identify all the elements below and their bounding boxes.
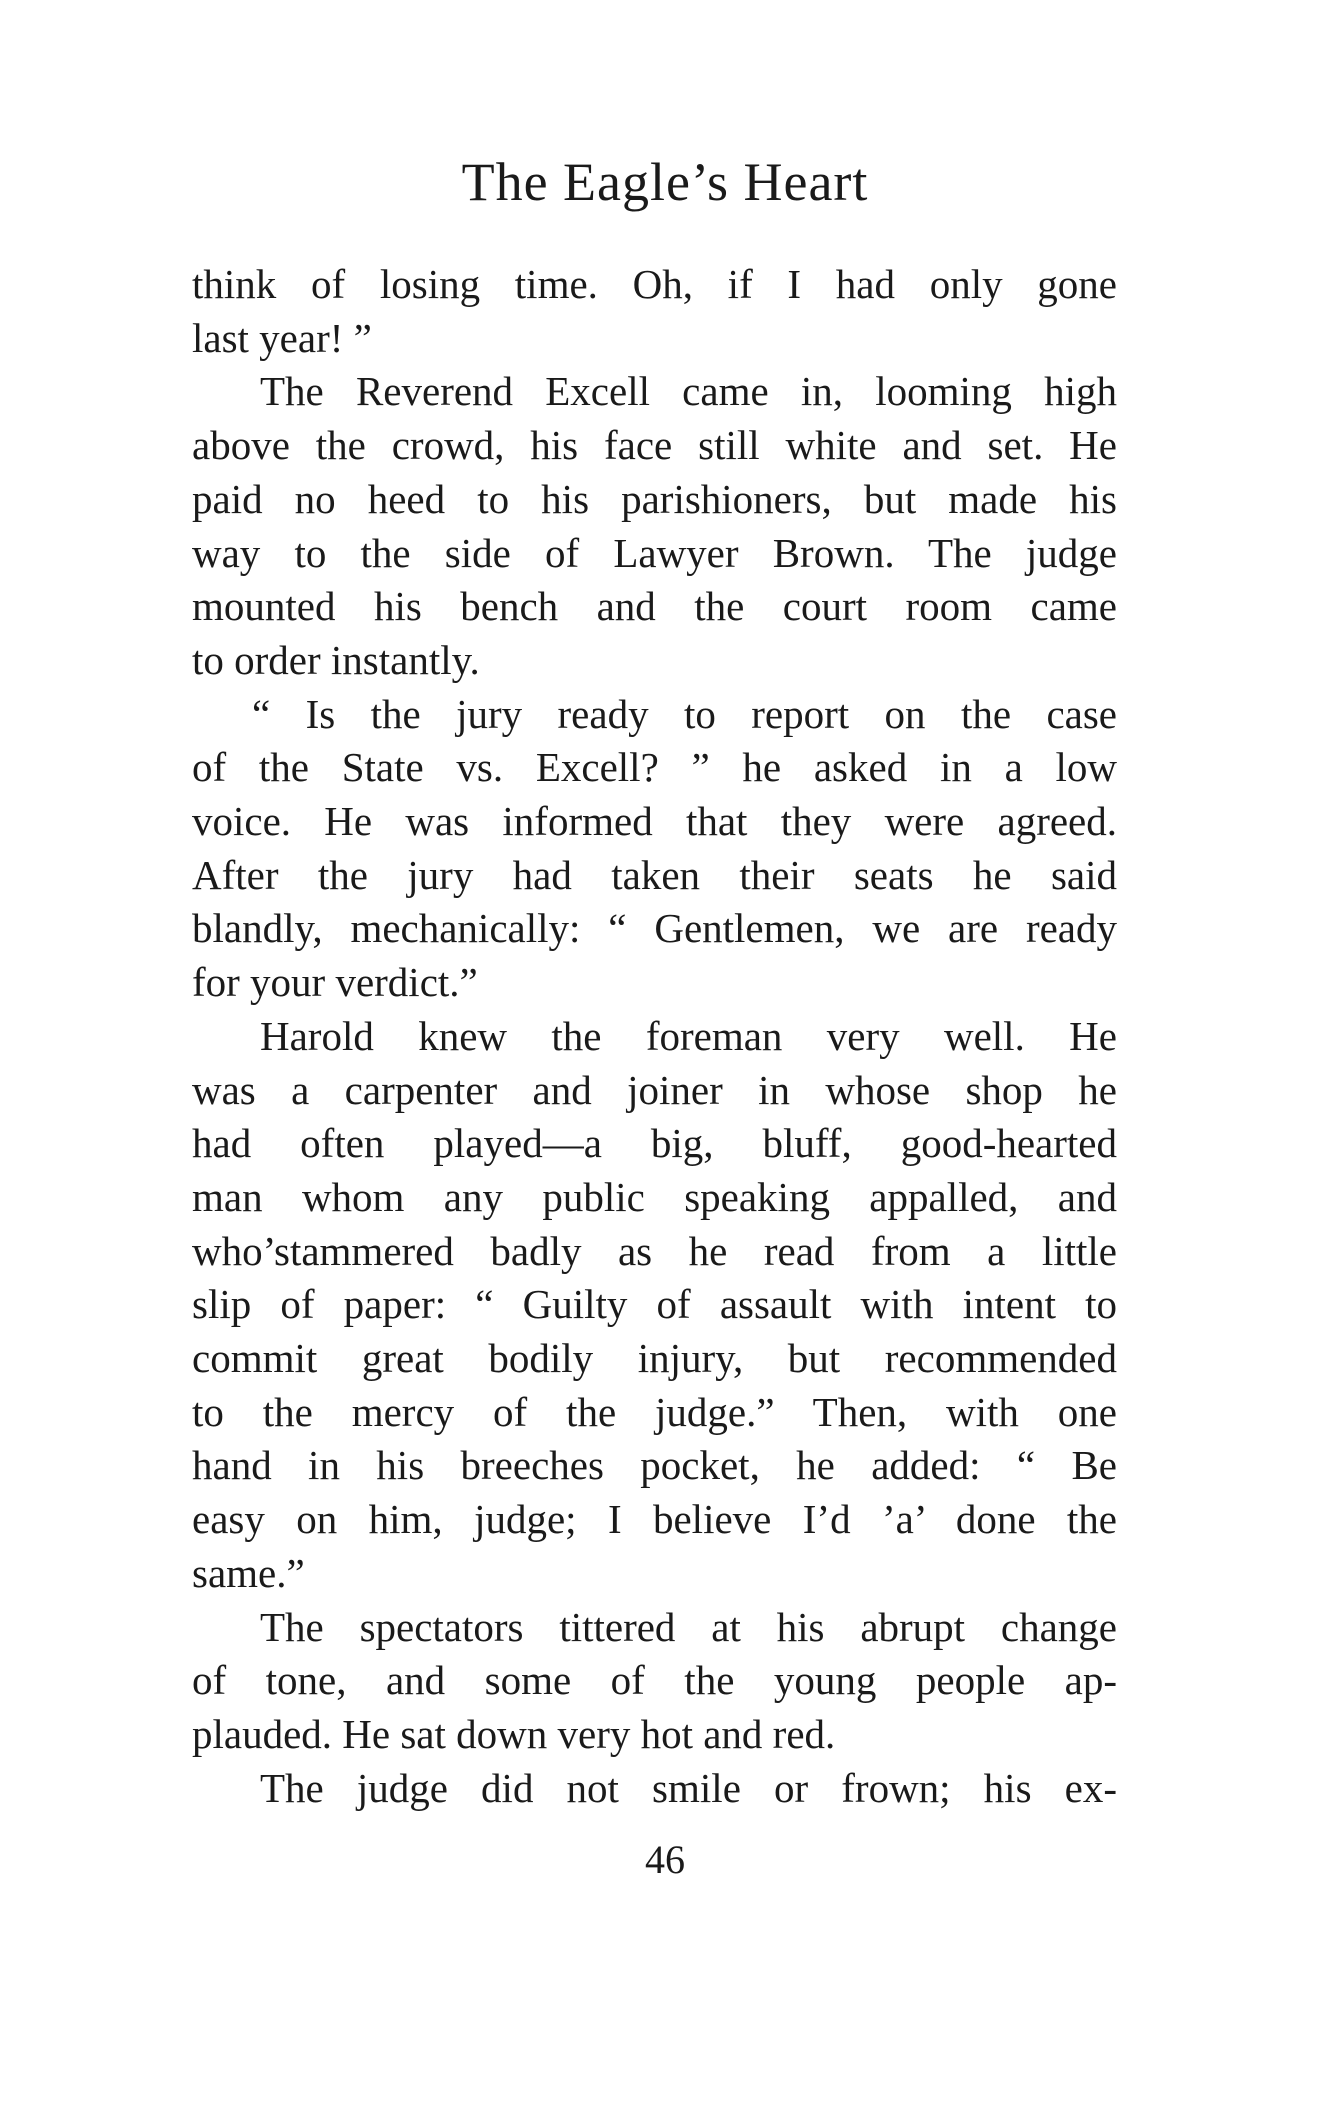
text-line: Harold knew the foreman very well. He [260,1012,1117,1059]
text-line: man whom any public speaking appalled, and [192,1173,1117,1220]
text-line: voice. He was informed that they were agreed. [192,798,1117,845]
paragraph [192,365,1117,687]
text-line: way to the side of Lawyer Brown. The judge [192,529,1117,576]
text-line: paid no heed to his parishioners, but made his [192,475,1117,522]
text-line: slip of paper: “ Guilty of assault with intent to [192,1281,1117,1328]
text-line: last year! ” [192,314,372,361]
text-line: think of losing time. Oh, if I had only gone [192,261,1117,307]
paragraph-continuation [192,258,1117,365]
text-line: for your verdict.” [192,959,478,1006]
text-line: of tone, and some of the young people ap- [192,1657,1117,1704]
text-line: who’stammered badly as he read from a little [192,1227,1117,1274]
paragraph [192,688,1117,1010]
text-line: The Reverend Excell came in, looming high [260,368,1117,415]
text-line: plauded. He sat down very hot and red. [192,1710,836,1757]
text-line: was a carpenter and joiner in whose shop he [192,1066,1117,1113]
paragraph [192,1601,1117,1762]
text-line: commit great bodily injury, but recommended [192,1335,1117,1382]
page-number: 46 [645,1837,685,1882]
text-line: mounted his bench and the court room came [192,583,1117,630]
running-head: The Eagle’s Heart [461,152,869,212]
text-line: of the State vs. Excell? ” he asked in a low [192,744,1117,791]
text-line: same.” [192,1549,305,1596]
text-line: to order instantly. [192,636,480,683]
text-line: blandly, mechanically: “ Gentlemen, we are ready [192,905,1117,952]
text-line: to the mercy of the judge.” Then, with one [192,1388,1117,1435]
text-line: “ Is the jury ready to report on the case [252,690,1117,737]
text-line: easy on him, judge; I believe I’d ’a’ done the [192,1496,1117,1543]
text-line: The spectators tittered at his abrupt change [260,1603,1117,1650]
paragraph [192,1762,1117,1816]
text-line: above the crowd, his face still white and set. He [192,422,1117,469]
text-line: had often played—a big, bluff, good-hearted [192,1120,1117,1167]
paragraph [192,1010,1117,1601]
body-text [192,258,1117,1815]
text-line: hand in his breeches pocket, he added: “ Be [192,1442,1117,1489]
text-line: After the jury had taken their seats he said [192,851,1117,898]
text-line: The judge did not smile or frown; his ex- [260,1764,1117,1811]
